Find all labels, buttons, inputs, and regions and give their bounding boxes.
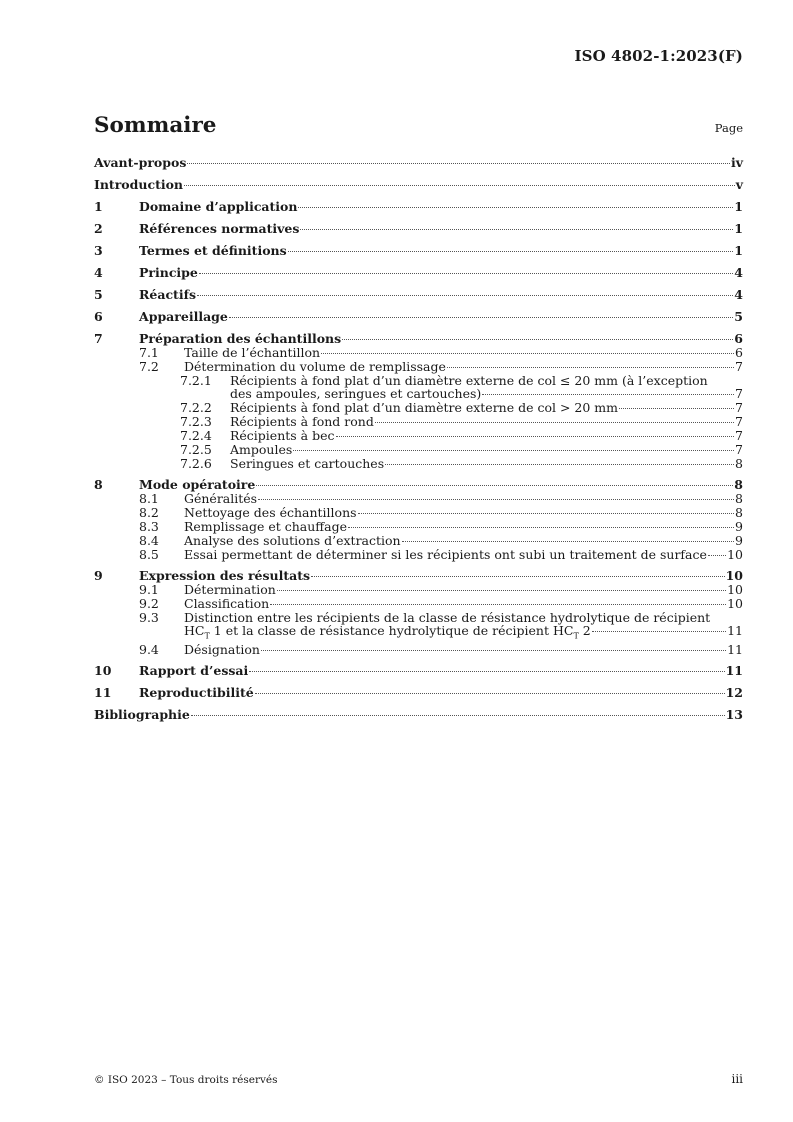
- toc-number: 5: [94, 287, 103, 302]
- toc-label-line: Récipients à fond plat d’un diamètre externe de col ≤ 20 mm (à l’exception: [230, 373, 708, 388]
- dot-leader: [592, 631, 726, 632]
- toc-page: 9: [735, 533, 743, 548]
- dot-leader: [197, 295, 733, 296]
- toc-entry-avant-propos[interactable]: [94, 155, 743, 170]
- dot-leader: [293, 450, 734, 451]
- toc-page: 4: [734, 287, 743, 302]
- toc-page: 7: [735, 428, 743, 443]
- toc-entry-7-2-1[interactable]: [94, 375, 743, 400]
- text-run: 1 et la classe de résistance hydrolytique de récipient HC: [209, 623, 574, 638]
- toc-number: 6: [94, 309, 103, 324]
- toc-title-row: [94, 113, 743, 138]
- dot-leader: [336, 436, 735, 437]
- table-of-contents: [94, 155, 743, 722]
- dot-leader: [199, 273, 733, 274]
- toc-label: Seringues et cartouches: [230, 456, 385, 471]
- dot-leader: [311, 576, 725, 577]
- toc-label: Analyse des solutions d’extraction: [184, 533, 401, 548]
- toc-page: 13: [725, 706, 743, 722]
- toc-number: 9: [94, 568, 103, 583]
- dot-leader: [619, 408, 734, 409]
- dot-leader: [184, 185, 735, 186]
- footer-copyright: © ISO 2023 – Tous droits réservés: [94, 1074, 278, 1086]
- toc-label: Principe: [139, 265, 198, 280]
- toc-page: 11: [727, 623, 743, 638]
- toc-label: Récipients à fond rond: [230, 414, 374, 429]
- toc-label-line: [184, 625, 591, 643]
- toc-number: 3: [94, 243, 103, 258]
- dot-leader: [321, 353, 734, 354]
- toc-page: 10: [727, 547, 743, 562]
- toc-entry-11[interactable]: [94, 685, 743, 700]
- toc-label: Taille de l’échantillon: [184, 345, 321, 360]
- dot-leader: [447, 367, 734, 368]
- toc-number: 1: [94, 199, 103, 214]
- dot-leader: [482, 394, 734, 395]
- toc-number: 8.2: [139, 505, 159, 520]
- toc-label: Essai permettant de déterminer si les récipients ont subi un traitement de surface: [184, 547, 707, 562]
- toc-entry-9-2[interactable]: [94, 598, 743, 610]
- toc-label-line-wrap: [230, 388, 743, 400]
- toc-number: 7.2.6: [180, 456, 212, 471]
- toc-entry-9-4[interactable]: [94, 641, 743, 657]
- toc-page: 11: [727, 641, 743, 657]
- toc-number: 8.3: [139, 519, 159, 534]
- toc-entry-8-1[interactable]: [94, 493, 743, 505]
- toc-label: Expression des résultats: [139, 568, 311, 583]
- dot-leader: [348, 527, 734, 528]
- toc-page: 10: [725, 568, 743, 583]
- toc-page: 8: [734, 477, 743, 492]
- page-column-label: Page: [714, 121, 743, 135]
- toc-entry-introduction[interactable]: [94, 177, 743, 192]
- subscript: T: [573, 631, 579, 641]
- dot-leader: [298, 207, 733, 208]
- toc-page: iv: [730, 155, 743, 170]
- toc-label: Réactifs: [139, 287, 196, 302]
- toc-entry-8-3[interactable]: [94, 521, 743, 533]
- toc-entry-7[interactable]: [94, 331, 743, 346]
- toc-entry-7-2[interactable]: [94, 361, 743, 373]
- toc-entry-10[interactable]: [94, 663, 743, 678]
- toc-label-multiline: [184, 612, 743, 643]
- toc-number: 7.2.5: [180, 442, 212, 457]
- toc-page: 10: [727, 596, 743, 611]
- toc-label: Récipients à fond plat d’un diamètre externe de col > 20 mm: [230, 400, 619, 415]
- toc-page: 7: [735, 386, 743, 401]
- toc-page: 1: [734, 199, 743, 214]
- toc-number: 9.1: [139, 582, 159, 597]
- toc-label: Termes et définitions: [139, 243, 287, 258]
- toc-label: Classification: [184, 596, 270, 611]
- toc-number: 8.5: [139, 547, 159, 562]
- toc-entry-9-3[interactable]: [94, 612, 743, 643]
- toc-entry-4[interactable]: [94, 265, 743, 280]
- toc-page: 4: [734, 265, 743, 280]
- toc-page: 7: [735, 400, 743, 415]
- dot-leader: [229, 317, 733, 318]
- toc-number: 7.2.1: [180, 373, 212, 388]
- toc-entry-6[interactable]: [94, 309, 743, 324]
- dot-leader: [249, 671, 724, 672]
- toc-label: Reproductibilité: [139, 684, 254, 700]
- dot-leader: [358, 513, 735, 514]
- toc-label: Appareillage: [139, 309, 228, 324]
- toc-number: 4: [94, 265, 103, 280]
- toc-entry-7-2-3[interactable]: [94, 416, 743, 428]
- toc-label: Désignation: [184, 641, 260, 657]
- dot-leader: [261, 650, 726, 651]
- toc-entry-9[interactable]: [94, 568, 743, 583]
- dot-leader: [708, 555, 726, 556]
- toc-label: Remplissage et chauffage: [184, 519, 347, 534]
- toc-entry-5[interactable]: [94, 287, 743, 302]
- toc-page: 5: [734, 309, 743, 324]
- subscript: T: [204, 631, 210, 641]
- toc-number: 7.2.3: [180, 414, 212, 429]
- toc-page: 7: [735, 359, 743, 374]
- toc-label: Préparation des échantillons: [139, 331, 342, 346]
- toc-number: 7: [94, 331, 103, 346]
- toc-number: 9.4: [139, 641, 159, 657]
- toc-label: Mode opératoire: [139, 477, 256, 492]
- toc-label: Nettoyage des échantillons: [184, 505, 357, 520]
- toc-page: 6: [735, 345, 743, 360]
- dot-leader: [342, 339, 733, 340]
- toc-page: 12: [725, 684, 743, 700]
- dot-leader: [277, 590, 726, 591]
- toc-label: Détermination: [184, 582, 276, 597]
- text-run: 2: [578, 623, 591, 638]
- toc-label: Rapport d’essai: [139, 662, 249, 678]
- dot-leader: [288, 251, 734, 252]
- toc-page: 9: [735, 519, 743, 534]
- toc-label-line-wrap: [184, 625, 743, 643]
- toc-entry-8[interactable]: [94, 477, 743, 492]
- toc-label-line: des ampoules, seringues et cartouches): [230, 386, 482, 401]
- toc-title: Sommaire: [94, 113, 217, 138]
- dot-leader: [256, 485, 733, 486]
- toc-page: 8: [735, 456, 743, 471]
- toc-page: 7: [735, 414, 743, 429]
- toc-entry-8-4[interactable]: [94, 535, 743, 547]
- toc-number: 10: [94, 662, 112, 678]
- dot-leader: [385, 464, 734, 465]
- toc-label-line: Distinction entre les récipients de la classe de résistance hydrolytique de récipient: [184, 610, 711, 625]
- dot-leader: [300, 229, 733, 230]
- document-id: ISO 4802-1:2023(F): [574, 47, 743, 65]
- toc-label: Introduction: [94, 177, 184, 192]
- toc-entry-bibliographie[interactable]: [94, 707, 743, 722]
- dot-leader: [270, 604, 726, 605]
- toc-page: 7: [735, 442, 743, 457]
- toc-entry-7-2-4[interactable]: [94, 430, 743, 442]
- toc-page: 8: [735, 491, 743, 506]
- toc-number: 7.1: [139, 345, 159, 360]
- toc-label: Avant-propos: [94, 155, 187, 170]
- toc-page: 1: [734, 221, 743, 236]
- dot-leader: [255, 693, 725, 694]
- toc-entry-7-1[interactable]: [94, 347, 743, 359]
- toc-page: 8: [735, 505, 743, 520]
- dot-leader: [187, 163, 730, 164]
- toc-number: 8.1: [139, 491, 159, 506]
- toc-number: 9.2: [139, 596, 159, 611]
- toc-number: 11: [94, 684, 112, 700]
- footer-page-number: iii: [731, 1072, 743, 1086]
- toc-entry-7-2-2[interactable]: [94, 402, 743, 414]
- toc-entry-7-2-5[interactable]: [94, 444, 743, 456]
- toc-label-multiline: [230, 375, 743, 400]
- toc-number: 8: [94, 477, 103, 492]
- toc-number: 7.2.2: [180, 400, 212, 415]
- toc-number: 7.2.4: [180, 428, 212, 443]
- toc-number: 8.4: [139, 533, 159, 548]
- toc-entry-8-2[interactable]: [94, 507, 743, 519]
- toc-label: Bibliographie: [94, 706, 190, 722]
- toc-number: 2: [94, 221, 103, 236]
- dot-leader: [191, 715, 725, 716]
- toc-entry-2[interactable]: [94, 221, 743, 236]
- dot-leader: [258, 499, 734, 500]
- dot-leader: [402, 541, 734, 542]
- toc-entry-7-2-6[interactable]: [94, 458, 743, 470]
- toc-label: Récipients à bec: [230, 428, 335, 443]
- toc-entry-1[interactable]: [94, 199, 743, 214]
- toc-entry-9-1[interactable]: [94, 584, 743, 596]
- toc-label: Ampoules: [230, 442, 293, 457]
- toc-label: Détermination du volume de remplissage: [184, 359, 446, 374]
- toc-entry-3[interactable]: [94, 243, 743, 258]
- toc-entry-8-5[interactable]: [94, 549, 743, 561]
- toc-page: 6: [734, 331, 743, 346]
- toc-label: Généralités: [184, 491, 258, 506]
- toc-label: Domaine d’application: [139, 199, 298, 214]
- toc-page: 11: [725, 662, 743, 678]
- toc-page: v: [735, 177, 743, 192]
- toc-page: 1: [734, 243, 743, 258]
- toc-number: 7.2: [139, 359, 159, 374]
- toc-number: 9.3: [139, 610, 159, 625]
- toc-label: Références normatives: [139, 221, 300, 236]
- text-run: HC: [184, 623, 205, 638]
- dot-leader: [375, 422, 734, 423]
- toc-page: 10: [727, 582, 743, 597]
